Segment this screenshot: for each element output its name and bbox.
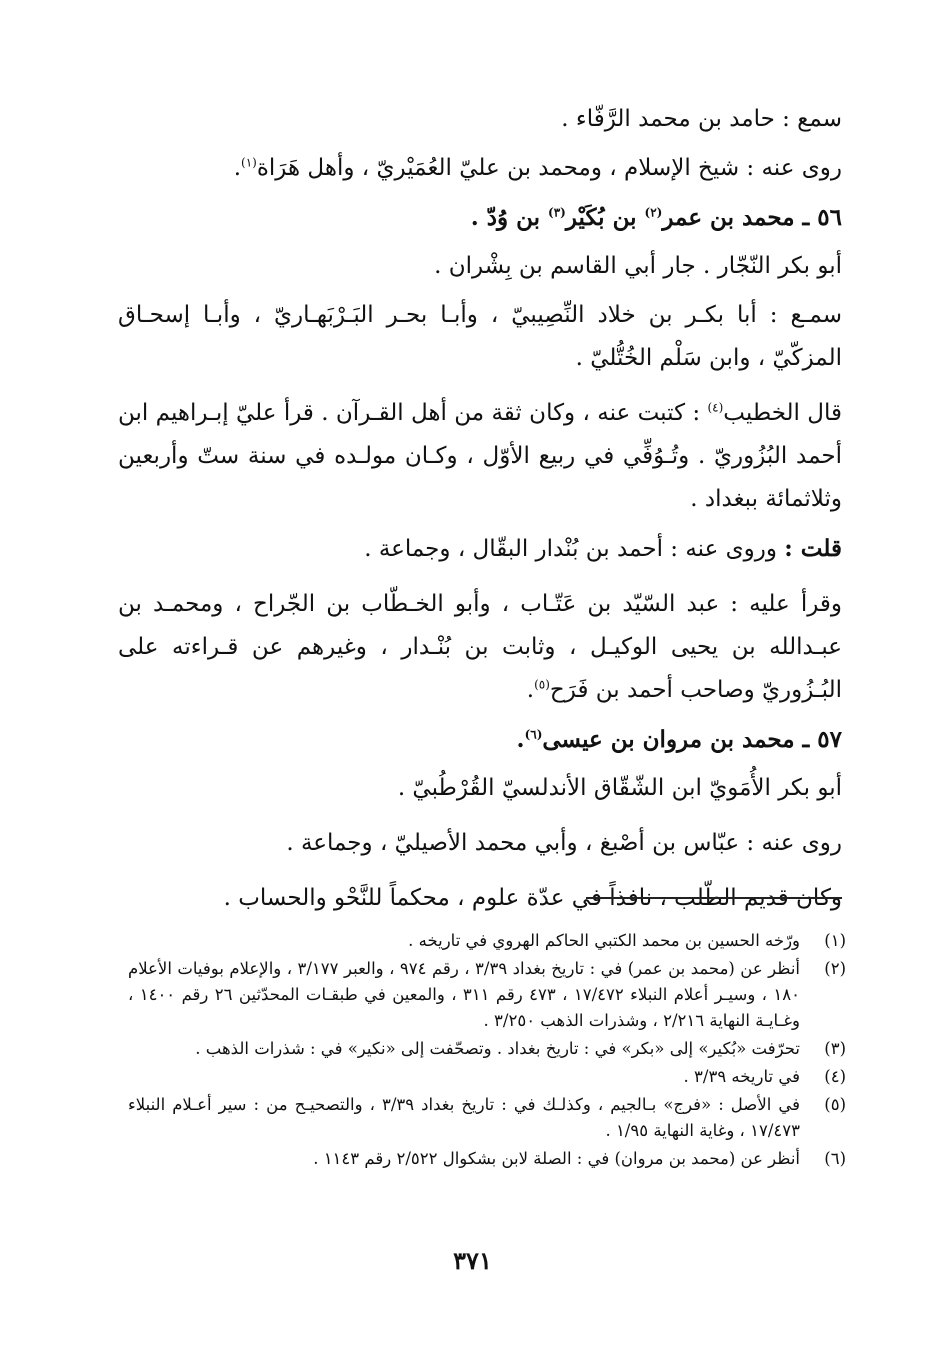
footnotes (128, 928, 846, 1174)
footnote-2 (128, 956, 846, 1034)
author-note-line: قلت : وروى عنه : أحمد بن بُنْدار البقّال ، وجماعة . (364, 535, 842, 562)
footnote-number: (٥) (824, 1095, 846, 1114)
footnote-ref-2[interactable]: (٢) (644, 205, 663, 220)
footnote-number: (٣) (824, 1039, 846, 1058)
footnote-text: أنظر عن (محمد بن عمر) في : تاريخ بغداد ٣/٣٩ ، رقم ٩٧٤ ، والعبر ٣/١٧٧ ، والإعلام بوفيات الأعلام ١٨٠ ، وسيـر أعلام النبلاء ١٧/٤٧٢ ، ٤٧٣ رقم ٣١١ ، والمعين في طبقـات المحدّثين ٢٦ رقم ١٤٠٠ ، وغـايـة النهاية ٢/٢١٦ ، وشذرات الذهب ٣/٢٥٠ . (128, 959, 800, 1030)
footnote-6 (128, 1146, 846, 1172)
heard-from-line: سمع : حامد بن محمد الرَّفّاء . (561, 106, 842, 132)
footnote-ref-3[interactable]: (٣) (548, 205, 566, 220)
footnote-text: في الأصل : «فرج» بـالجيم ، وكذلـك في : تاريخ بغداد ٣/٣٩ ، والتصحيـح من : سير أعـلام النبلاء ١٧/٤٧٣ ، وغاية النهاية ١/٩٥ . (128, 1095, 800, 1140)
narrated-by-line: روى عنه : شيخ الإسلام ، ومحمد بن عليّ العُمَيْريّ ، وأهل هَرَاة$^{(١)}$. (233, 155, 842, 181)
footnote-text: تحرّفت «بُكير» إلى «بكر» في : تاريخ بغداد . وتصحّفت إلى «نكير» في : شذرات الذهب . (195, 1039, 800, 1058)
footnote-ref-6[interactable]: (٦) (524, 727, 543, 742)
footnote-1 (128, 928, 846, 954)
footnote-separator (586, 897, 842, 899)
footnote-ref-5[interactable]: (٥) (534, 677, 550, 692)
kunya-line: أبو بكر النّجّار . جار أبي القاسم بن بِشْران . (434, 253, 842, 279)
khatib-quote-paragraph: قال الخطيب$^{(٤)}$ : كتبت عنه ، وكان ثقة من أهل القـرآن . قرأ عليّ إبـراهيم ابن أحمد البُزُوريّ . وتُـوُفِّي في ربيع الأوّل ، وكـان مولـده في سنة ستّ وأربعين وثلاثمائة ببغداد . (118, 400, 842, 512)
footnote-ref-4[interactable]: (٤) (707, 400, 724, 415)
footnote-4 (128, 1064, 846, 1090)
description-line: وكان قديم الطّلب ، نافذاً في عدّة علوم ، محكماً للنَّحْو والحساب . (223, 885, 842, 911)
footnote-text: ورّخه الحسين بن محمد الكتبي الحاكم الهروي في تاريخه . (408, 931, 800, 950)
footnote-text: أنظر عن (محمد بن مروان) في : الصلة لابن بشكوال ٢/٥٢٢ رقم ١١٤٣ . (313, 1149, 800, 1168)
main-text (118, 98, 842, 926)
footnote-ref-1[interactable]: (١) (241, 155, 257, 170)
footnote-number: (٤) (824, 1067, 846, 1086)
footnote-number: (٦) (824, 1149, 846, 1168)
footnote-number: (٢) (824, 959, 846, 978)
students-paragraph: وقرأ عليه : عبد السّيّد بن عَتّـاب ، وأبو الخـطّاب بن الجّراح ، ومحمـد بن عبـدالله بن يحيى الوكيـل ، وثابت بن بُنْـدار ، وغيرهم عن قـراءته على البُـزُوريّ وصاحب أحمد بن فَرَح$^{(٥)}$. (118, 591, 842, 703)
teachers-paragraph: سمـع : أبا بكـر بن خلاد النِّصِيبيّ ، وأبـا بحـر البَـرْبَهـاريّ ، وأبـا إسحـاق المزكّيّ ، وابن سَلْم الخُتُّليّ . (118, 302, 842, 371)
footnote-text: في تاريخه ٣/٣٩ . (683, 1067, 800, 1086)
nisba-line: أبو بكر الأُمَويّ ابن الشّقّاق الأندلسيّ القُرْطُبيّ . (397, 775, 842, 801)
entry-56-heading: ٥٦ ـ محمد بن عمر$^{(٢)}$ بن بُكَيْر$^{(٣)}$ بن وُدّ . (470, 204, 842, 231)
entry-57-heading: ٥٧ ـ محمد بن مروان بن عيسى$^{(٦)}$. (516, 726, 842, 753)
page-number: ٣٧١ (453, 1246, 492, 1275)
footnote-5 (128, 1092, 846, 1144)
narrated-by-line-2: روى عنه : عبّاس بن أصْبغ ، وأبي محمد الأصيليّ ، وجماعة . (286, 830, 842, 856)
footnote-number: (١) (824, 931, 846, 950)
footnote-3 (128, 1036, 846, 1062)
